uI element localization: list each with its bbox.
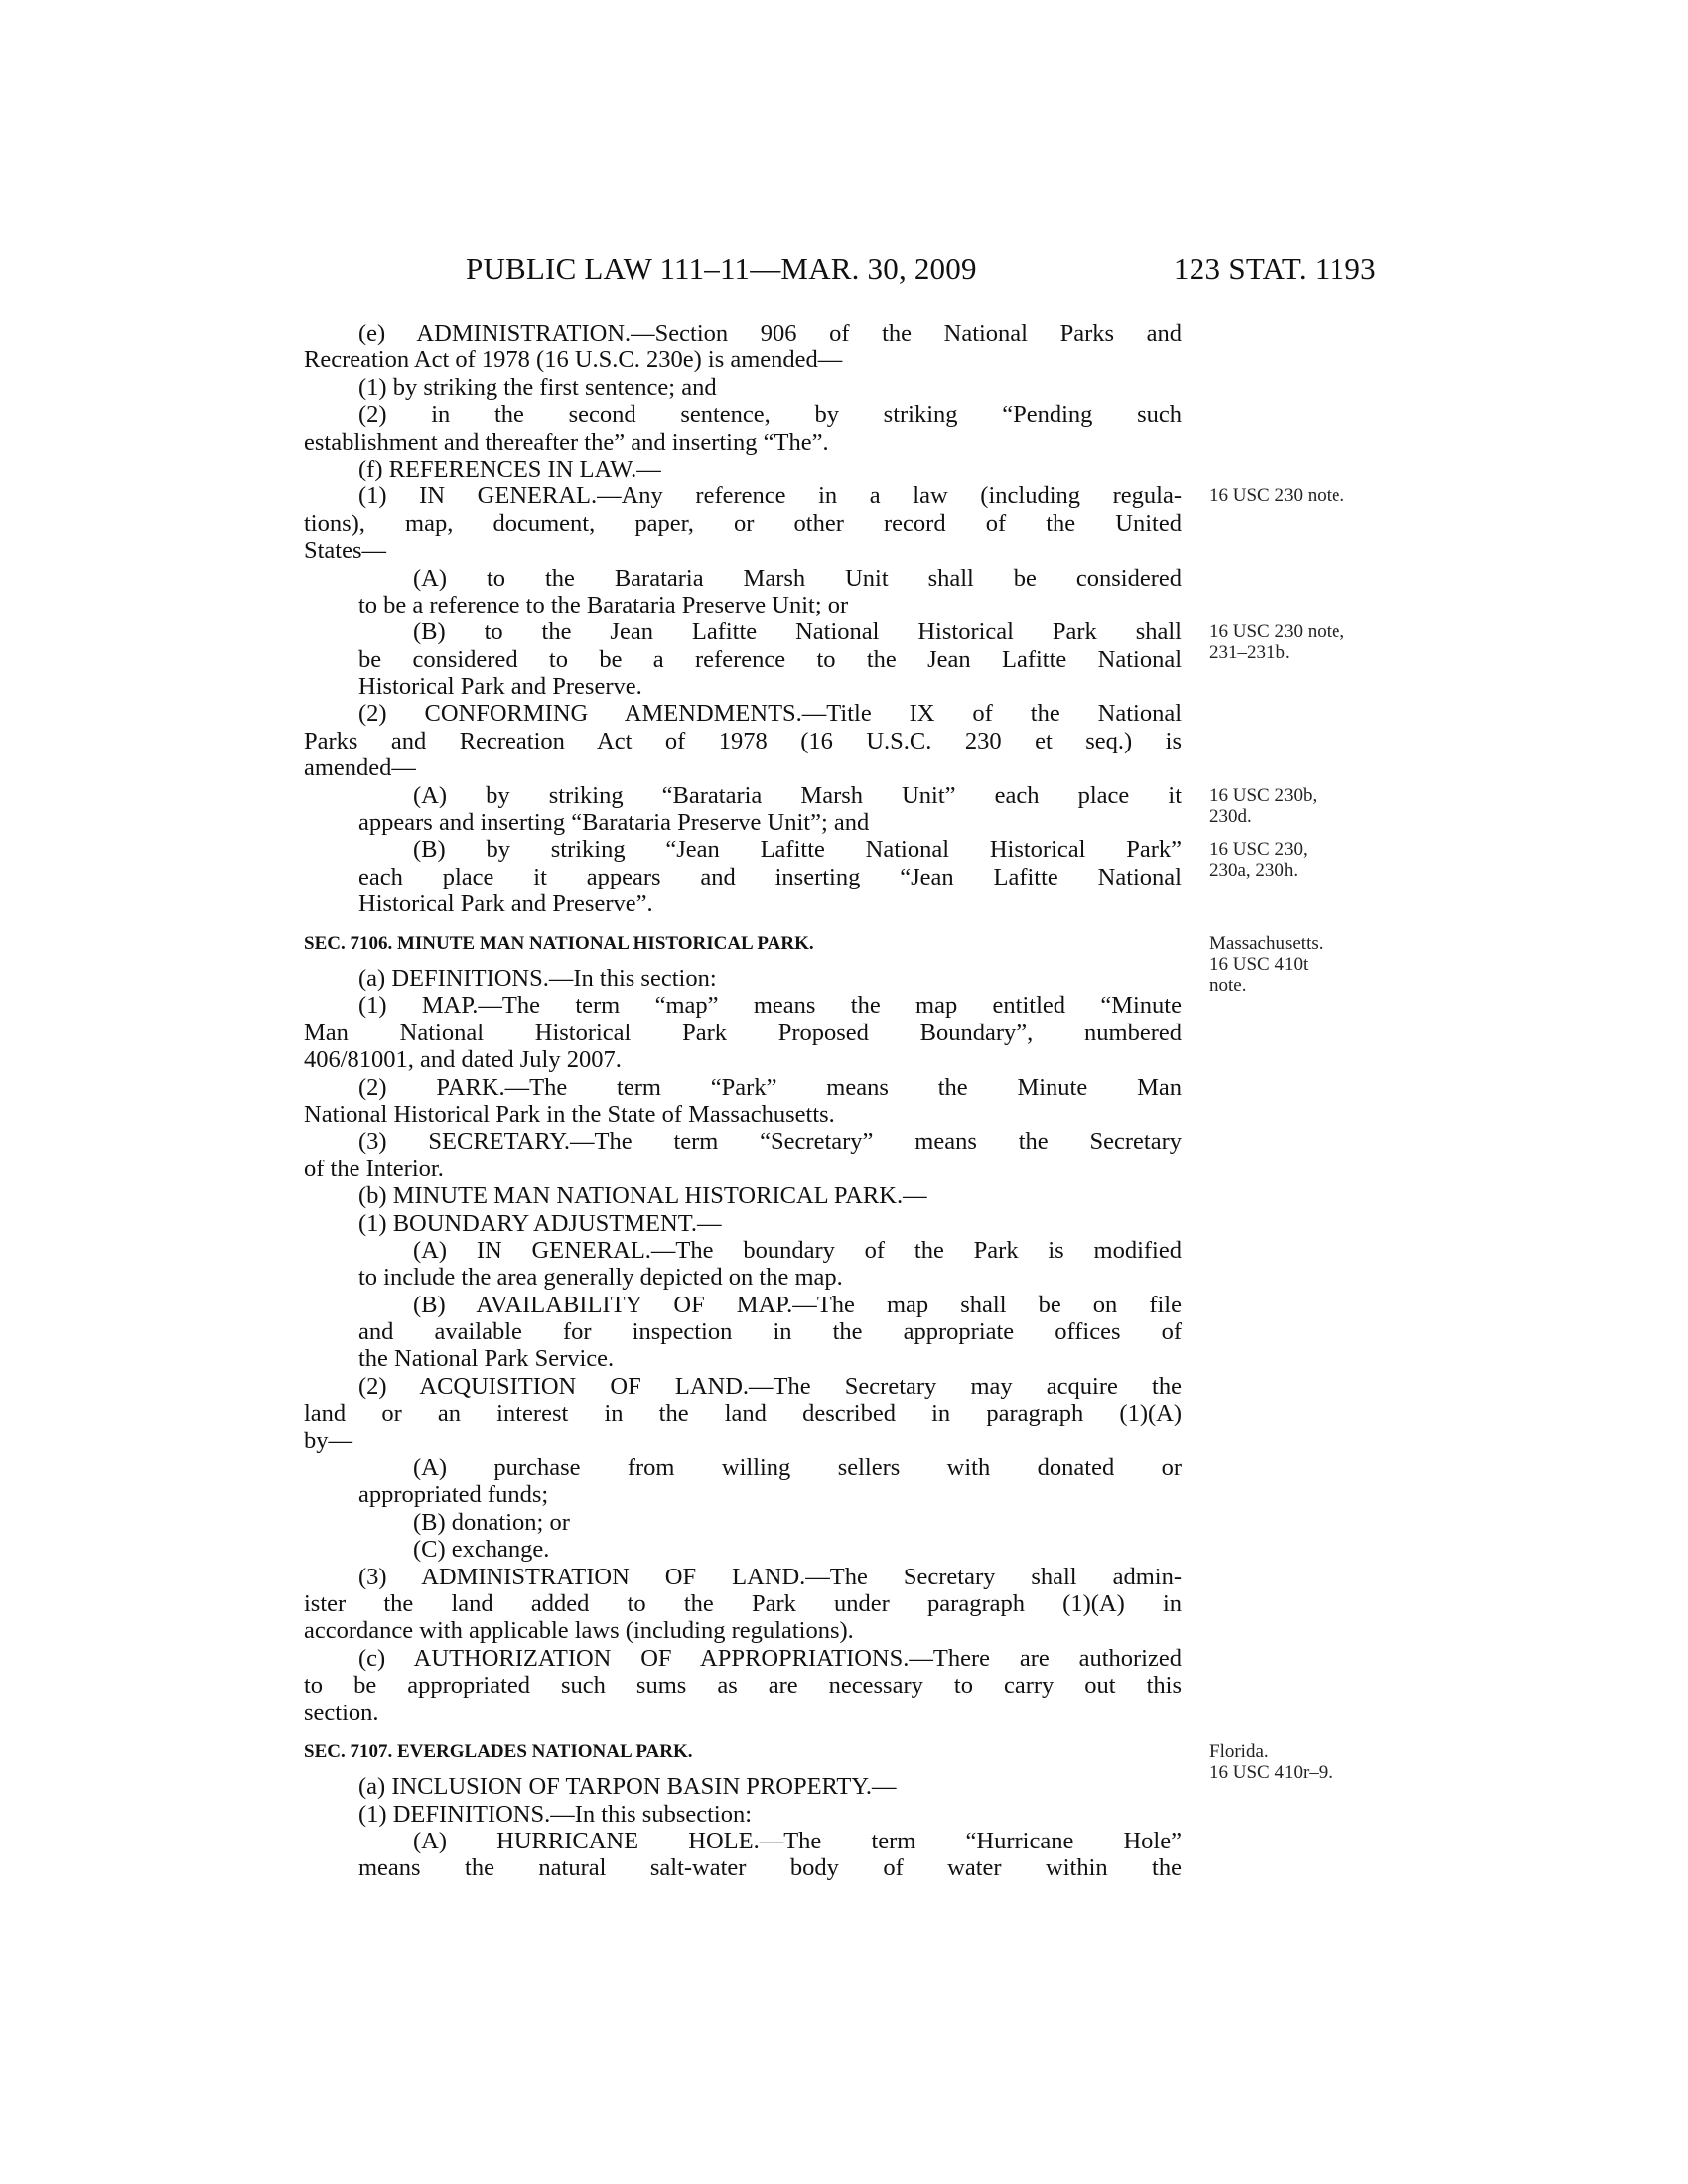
text-line: (B) AVAILABILITY OF MAP.—The map shall be on file (413, 1291, 1182, 1318)
margin-note-line: note. (1209, 975, 1247, 996)
text-line: (A) IN GENERAL.—The boundary of the Park is modified (413, 1236, 1182, 1264)
text-line: be considered to be a reference to the Jean Lafitte National (358, 645, 1182, 673)
margin-note-line: 230d. (1209, 806, 1252, 827)
margin-note-line: 16 USC 230, (1209, 839, 1308, 860)
text-line: Recreation Act of 1978 (16 U.S.C. 230e) is amended— (304, 346, 843, 374)
text-line: (a) INCLUSION OF TARPON BASIN PROPERTY.— (358, 1773, 897, 1801)
page-header (304, 251, 1376, 291)
text-line: (f) REFERENCES IN LAW.— (358, 455, 661, 482)
text-line: (A) HURRICANE HOLE.—The term “Hurricane Hole” (413, 1828, 1182, 1855)
margin-note-line: Florida. (1209, 1741, 1269, 1762)
text-line: (3) SECRETARY.—The term “Secretary” means the Secretary (358, 1128, 1182, 1156)
text-line: (1) by striking the first sentence; and (358, 373, 717, 401)
text-line: (1) MAP.—The term “map” means the map entitled “Minute (358, 992, 1182, 1020)
margin-note (1209, 839, 1408, 881)
margin-note-line: Massachusetts. (1209, 933, 1324, 954)
text-line: tions), map, document, paper, or other record of the United (304, 509, 1182, 537)
section-heading: SEC. 7106. MINUTE MAN NATIONAL HISTORICAL PARK. (304, 932, 814, 954)
text-line: (e) ADMINISTRATION.—Section 906 of the National Parks and (358, 320, 1182, 346)
text-line: by— (304, 1427, 352, 1454)
text-line: appropriated funds; (358, 1481, 549, 1509)
text-line: to be a reference to the Barataria Preserve Unit; or (358, 591, 849, 618)
text-line: 406/81001, and dated July 2007. (304, 1046, 622, 1074)
text-line: and available for inspection in the appropriate offices of (358, 1318, 1182, 1346)
text-line: Historical Park and Preserve”. (358, 890, 653, 918)
text-line: section. (304, 1699, 379, 1726)
text-line: (A) to the Barataria Marsh Unit shall be considered (413, 564, 1182, 592)
text-line: each place it appears and inserting “Jean Lafitte National (358, 863, 1182, 890)
section-heading: SEC. 7107. EVERGLADES NATIONAL PARK. (304, 1740, 693, 1762)
text-line: establishment and thereafter the” and inserting “The”. (304, 428, 829, 456)
text-line: (2) in the second sentence, by striking “Pending such (358, 401, 1182, 429)
text-line: of the Interior. (304, 1155, 444, 1182)
text-line: means the natural salt-water body of water within the (358, 1854, 1182, 1882)
text-line: National Historical Park in the State of Massachusetts. (304, 1100, 835, 1128)
text-line: appears and inserting “Barataria Preserve Unit”; and (358, 809, 870, 837)
text-line: (C) exchange. (413, 1536, 550, 1564)
text-line: (A) purchase from willing sellers with donated or (413, 1454, 1182, 1482)
margin-note-line: 16 USC 410r–9. (1209, 1762, 1334, 1783)
text-line: (A) by striking “Barataria Marsh Unit” each place it (413, 781, 1182, 809)
margin-note-line: 16 USC 230 note, (1209, 621, 1345, 642)
margin-note-line: 230a, 230h. (1209, 860, 1299, 881)
margin-note-line: 231–231b. (1209, 642, 1290, 663)
header-page-ref: 123 STAT. 1193 (1173, 251, 1376, 286)
text-line: ister the land added to the Park under paragraph (1)(A) in (304, 1589, 1182, 1617)
text-line: (2) PARK.—The term “Park” means the Minute Man (358, 1073, 1182, 1101)
text-line: (B) by striking “Jean Lafitte National Historical Park” (413, 836, 1182, 864)
text-line: land or an interest in the land described in paragraph (1)(A) (304, 1400, 1182, 1428)
text-line: (c) AUTHORIZATION OF APPROPRIATIONS.—There are authorized (358, 1644, 1182, 1672)
margin-note (1209, 785, 1408, 827)
margin-note-line: 16 USC 230b, (1209, 785, 1318, 806)
margin-note-line: 16 USC 230 note. (1209, 485, 1345, 506)
document-body (304, 320, 1182, 1882)
margin-note-line: 16 USC 410t (1209, 954, 1309, 975)
text-line: (1) IN GENERAL.—Any reference in a law (including regula- (358, 482, 1182, 510)
text-line: (B) to the Jean Lafitte National Historical Park shall (413, 618, 1182, 646)
text-line: accordance with applicable laws (including regulations). (304, 1617, 854, 1645)
text-line: Parks and Recreation Act of 1978 (16 U.S.C. 230 et seq.) is (304, 727, 1182, 754)
margin-note (1209, 621, 1408, 663)
text-line: Historical Park and Preserve. (358, 673, 642, 701)
text-line: to be appropriated such sums as are necessary to carry out this (304, 1672, 1182, 1700)
text-line: (B) donation; or (413, 1508, 570, 1536)
margin-note (1209, 933, 1408, 996)
margin-note (1209, 485, 1408, 506)
text-line: (2) ACQUISITION OF LAND.—The Secretary may acquire the (358, 1372, 1182, 1400)
text-line: (1) DEFINITIONS.—In this subsection: (358, 1800, 753, 1828)
text-line: Man National Historical Park Proposed Boundary”, numbered (304, 1019, 1182, 1046)
text-line: the National Park Service. (358, 1345, 615, 1373)
text-line: (3) ADMINISTRATION OF LAND.—The Secretary shall admin- (358, 1563, 1182, 1590)
text-line: (1) BOUNDARY ADJUSTMENT.— (358, 1209, 722, 1237)
text-line: States— (304, 537, 387, 565)
text-line: (b) MINUTE MAN NATIONAL HISTORICAL PARK.— (358, 1182, 927, 1210)
text-line: (2) CONFORMING AMENDMENTS.—Title IX of the National (358, 700, 1182, 728)
text-line: (a) DEFINITIONS.—In this section: (358, 964, 717, 992)
text-line: to include the area generally depicted on the map. (358, 1264, 843, 1292)
margin-note (1209, 1741, 1408, 1783)
header-title: PUBLIC LAW 111–11—MAR. 30, 2009 (466, 251, 977, 286)
text-line: amended— (304, 754, 416, 782)
